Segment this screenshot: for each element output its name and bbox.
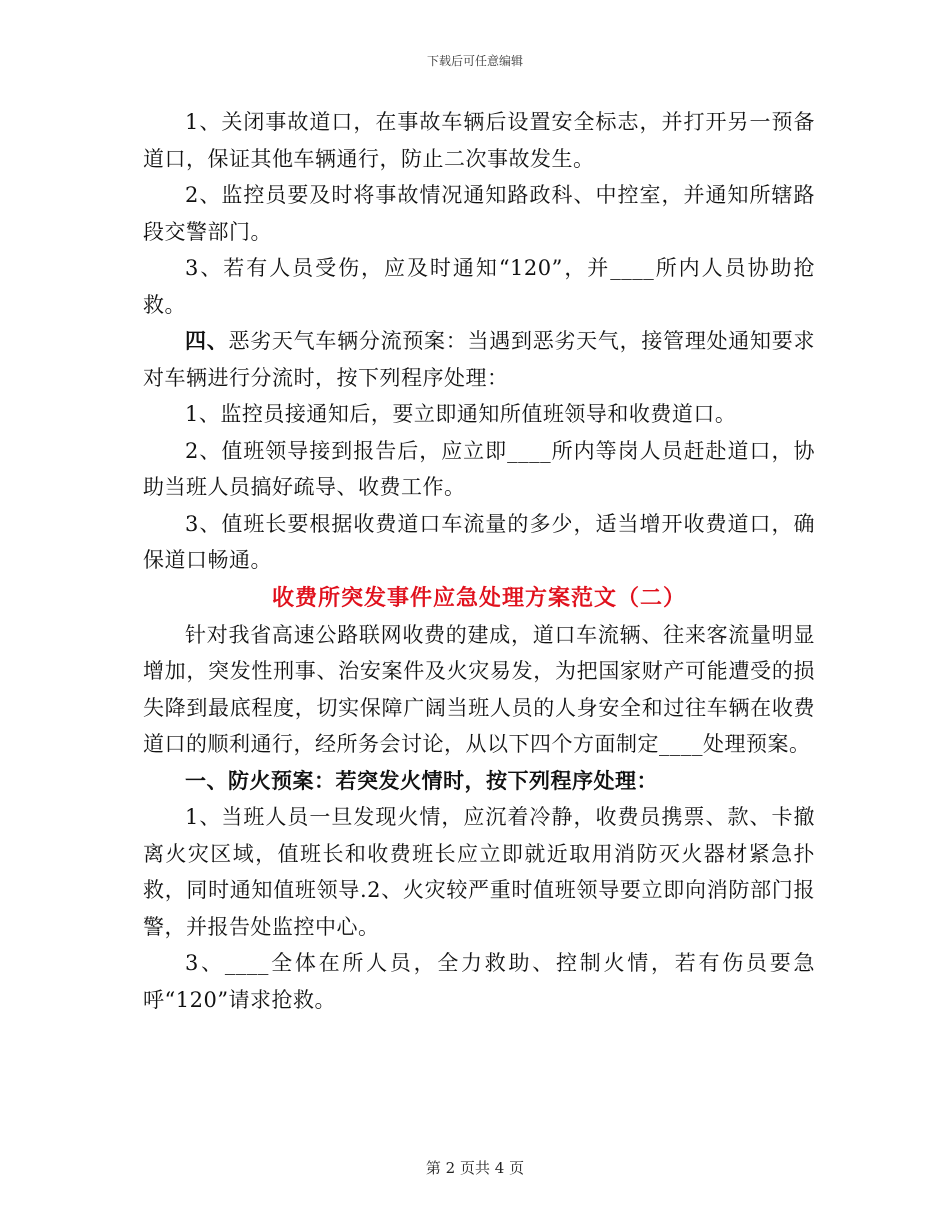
paragraph-step-3: 3、若有人员受伤，应及时通知“120”，并____所内人员协助抢救。 (143, 256, 815, 317)
paragraph-fire-step-1: 1、当班人员一旦发现火情，应沉着冷静，收费员携票、款、卡撤离火灾区域，值班长和收费班长应立即就近取用消防灭火器材紧急扑救，同时通知值班领导.2、火灾较严重时值班领导要立即向消防部门报警，并报告处监控中心。 (143, 805, 815, 939)
page-header: 下载后可任意编辑 (426, 54, 523, 68)
paragraph-weather-step-1: 1、监控员接通知后，要立即通知所值班领导和收费道口。 (185, 402, 737, 426)
paragraph-weather-step-2: 2、值班领导接到报告后，应立即____所内等岗人员赶赴道口，协助当班人员搞好疏导、收费工作。 (143, 438, 815, 499)
paragraph-step-2: 2、监控员要及时将事故情况通知路政科、中控室，并通知所辖路段交警部门。 (143, 183, 815, 244)
section-4-text: 恶劣天气车辆分流预案：当遇到恶劣天气，接管理处通知要求对车辆进行分流时，按下列程序处理： (143, 329, 816, 390)
page-footer: 第 2 页共 4 页 (425, 1159, 525, 1177)
document-body (143, 104, 815, 1018)
paragraph-fire-step-3: 3、____全体在所人员，全力救助、控制火情，若有伤员要急呼“120”请求抢救。 (143, 951, 815, 1012)
paragraph-weather-step-3: 3、值班长要根据收费道口车流量的多少，适当增开收费道口，确保道口畅通。 (143, 511, 815, 572)
paragraph-fire-heading: 一、防火预案：若突发火情时，按下列程序处理： (185, 767, 658, 793)
section-4-number: 四、 (185, 328, 229, 353)
section-title: 收费所突发事件应急处理方案范文（二） (271, 584, 686, 611)
paragraph-intro: 针对我省高速公路联网收费的建成，道口车流辆、往来客流量明显增加，突发性刑事、治安案件及火灾易发，为把国家财产可能遭受的损失降到最底程度，切实保障广阔当班人员的人身安全和过往车辆在收费道口的顺利通行，经所务会讨论，从以下四个方面制定____处理预案。 (143, 622, 815, 756)
paragraph-step-1: 1、关闭事故道口，在事故车辆后设置安全标志，并打开另一预备道口，保证其他车辆通行，防止二次事故发生。 (143, 110, 815, 171)
section-4-heading (143, 329, 815, 390)
paragraph-section-4 (143, 323, 815, 396)
